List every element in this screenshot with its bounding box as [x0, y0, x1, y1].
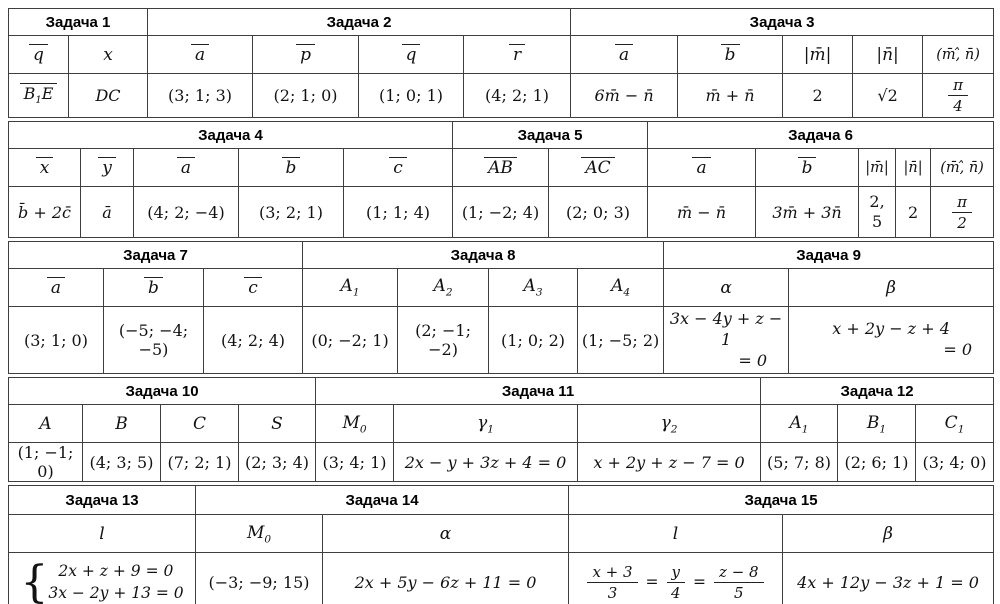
- task12-title: Задача 12: [761, 378, 994, 405]
- task15-value-l: [569, 553, 783, 604]
- task10-header-a: A: [9, 405, 83, 443]
- task11-header-gamma1: $\gamma_1$: [394, 405, 578, 443]
- task4-header-b: [239, 149, 344, 187]
- task5-value-ab: (1; −2; 4): [453, 187, 549, 238]
- task3-value-angle: [923, 74, 994, 118]
- vector-b-label: b: [798, 157, 817, 178]
- vector-a-label: a: [191, 44, 209, 65]
- vector-c-label: c: [389, 157, 407, 178]
- task4-header-c: [344, 149, 453, 187]
- equation-system: { 2x + z + 9 = 0 3x − 2y + 13 = 0: [20, 556, 184, 604]
- system-brace: {: [20, 556, 49, 604]
- task3-value-mod-n: √2: [853, 74, 923, 118]
- vector-a-label: a: [692, 157, 710, 178]
- task14-header-alpha: α: [323, 515, 569, 553]
- table-tasks-10-11-12: [8, 377, 994, 482]
- task6-value-mod-m: 2, 5: [859, 187, 896, 238]
- task12-header-b1: $B_1$: [838, 405, 916, 443]
- task15-value-beta: 4x + 12y − 3z + 1 = 0: [783, 553, 994, 604]
- vector-q-label: q: [402, 44, 421, 65]
- task8-value-a2: (2; −1; −2): [398, 307, 489, 374]
- task10-value-c: (7; 2; 1): [161, 443, 239, 482]
- task6-title: Задача 6: [648, 122, 994, 149]
- vector-b-label: b: [144, 277, 163, 298]
- task2-value-a: (3; 1; 3): [148, 74, 253, 118]
- vector-a-label: a: [177, 157, 195, 178]
- task9-value-beta: [789, 307, 994, 374]
- task4-value-y: ā: [81, 187, 134, 238]
- task12-value-a1: (5; 7; 8): [761, 443, 838, 482]
- vector-b1e-value: $B_1E$: [20, 83, 58, 107]
- task4-value-b: (3; 2; 1): [239, 187, 344, 238]
- fraction-pi-4: $\frac{\pi}{4}$: [948, 76, 968, 115]
- task5-value-ac: (2; 0; 3): [549, 187, 648, 238]
- task8-header-a1: $A_1$: [303, 269, 398, 307]
- task1-value-q: [9, 74, 69, 118]
- task1-header-q: [9, 36, 69, 74]
- table-tasks-4-5-6: [8, 121, 994, 238]
- task7-header-b: [104, 269, 204, 307]
- task15-title: Задача 15: [569, 486, 994, 515]
- task11-header-gamma2: $\gamma_2$: [578, 405, 761, 443]
- task6-header-mod-n: |n̄|: [896, 149, 931, 187]
- task3-value-mod-m: 2: [783, 74, 853, 118]
- task10-header-c: C: [161, 405, 239, 443]
- table-tasks-1-2-3: [8, 8, 994, 118]
- task7-value-a: (3; 1; 0): [9, 307, 104, 374]
- task5-header-ac: [549, 149, 648, 187]
- task1-header-x: x: [69, 36, 148, 74]
- task3-header-a: [571, 36, 678, 74]
- task8-header-a3: $A_3$: [489, 269, 578, 307]
- task4-header-x: [9, 149, 81, 187]
- task6-header-mod-m: |m̄|: [859, 149, 896, 187]
- task2-title: Задача 2: [148, 9, 571, 36]
- vector-a-label: a: [615, 44, 633, 65]
- task3-header-angle-mn: (m̄,̂ n̄): [923, 36, 994, 74]
- task5-header-ab: [453, 149, 549, 187]
- task4-value-c: (1; 1; 4): [344, 187, 453, 238]
- task14-header-m0: $M_0$: [196, 515, 323, 553]
- fraction-z: $\frac{z - 8}{5}$: [714, 563, 764, 602]
- task1-value-x: DC: [69, 74, 148, 118]
- task4-value-x: b̄ + 2c̄: [9, 187, 81, 238]
- task11-value-gamma2: x + 2y + z − 7 = 0: [578, 443, 761, 482]
- task12-value-c1: (3; 4; 0): [916, 443, 994, 482]
- task10-value-a: (1; −1; 0): [9, 443, 83, 482]
- task9-title: Задача 9: [664, 242, 994, 269]
- vector-a-label: a: [47, 277, 65, 298]
- task5-title: Задача 5: [453, 122, 648, 149]
- vector-r-label: r: [509, 44, 525, 65]
- task2-header-p: [253, 36, 359, 74]
- task10-value-b: (4; 3; 5): [83, 443, 161, 482]
- task6-value-b: 3m̄ + 3n̄: [756, 187, 859, 238]
- fraction-pi-2: $\frac{\pi}{2}$: [952, 193, 972, 232]
- task7-value-c: (4; 2; 4): [204, 307, 303, 374]
- task8-header-a2: $A_2$: [398, 269, 489, 307]
- table-tasks-7-8-9: [8, 241, 994, 374]
- task6-value-mod-n: 2: [896, 187, 931, 238]
- task4-header-a: [134, 149, 239, 187]
- vector-c-label: c: [244, 277, 262, 298]
- vector-b-label: b: [721, 44, 740, 65]
- task4-header-y: [81, 149, 134, 187]
- task3-header-mod-n: |n̄|: [853, 36, 923, 74]
- task10-value-s: (2; 3; 4): [239, 443, 316, 482]
- table-tasks-13-14-15: [8, 485, 994, 604]
- task15-header-l: l: [569, 515, 783, 553]
- vector-q-label: q: [29, 44, 48, 65]
- task8-header-a4: $A_4$: [578, 269, 664, 307]
- task2-header-a: [148, 36, 253, 74]
- task11-header-m0: $M_0$: [316, 405, 394, 443]
- canonical-line-equation: $\frac{x + 3}{3}$ = $\frac{y}{4}$ = $\frac{z - 8}{5}$: [569, 563, 782, 602]
- task10-header-s: S: [239, 405, 316, 443]
- task3-header-b: [678, 36, 783, 74]
- task8-value-a4: (1; −5; 2): [578, 307, 664, 374]
- task13-header-l: l: [9, 515, 196, 553]
- vector-x-label: x: [36, 157, 54, 178]
- task9-header-alpha: α: [664, 269, 789, 307]
- task3-value-a: 6m̄ − n̄: [571, 74, 678, 118]
- fraction-y: $\frac{y}{4}$: [667, 563, 685, 602]
- vector-ab-label: AB: [484, 157, 517, 178]
- task2-header-q: [359, 36, 464, 74]
- task6-value-a: m̄ − n̄: [648, 187, 756, 238]
- task4-value-a: (4; 2; −4): [134, 187, 239, 238]
- plane-equation: 3x − 4y + z − 1 = 0: [669, 309, 783, 370]
- task12-header-a1: $A_1$: [761, 405, 838, 443]
- task7-header-c: [204, 269, 303, 307]
- task9-header-beta: β: [789, 269, 994, 307]
- task8-title: Задача 8: [303, 242, 664, 269]
- task11-title: Задача 11: [316, 378, 761, 405]
- vector-b-label: b: [282, 157, 301, 178]
- task12-header-c1: $C_1$: [916, 405, 994, 443]
- task1-title: Задача 1: [9, 9, 148, 36]
- task4-title: Задача 4: [9, 122, 453, 149]
- task2-value-p: (2; 1; 0): [253, 74, 359, 118]
- task11-value-m0: (3; 4; 1): [316, 443, 394, 482]
- task2-header-r: [464, 36, 571, 74]
- task7-title: Задача 7: [9, 242, 303, 269]
- task15-header-beta: β: [783, 515, 994, 553]
- plane-equation: x + 2y − z + 4 = 0: [832, 319, 973, 360]
- task9-value-alpha: [664, 307, 789, 374]
- task7-header-a: [9, 269, 104, 307]
- vector-p-label: p: [296, 44, 315, 65]
- task6-value-angle: [931, 187, 994, 238]
- task6-header-a: [648, 149, 756, 187]
- task14-value-m0: (−3; −9; 15): [196, 553, 323, 604]
- task3-header-mod-m: |m̄|: [783, 36, 853, 74]
- task13-title: Задача 13: [9, 486, 196, 515]
- task6-header-angle-mn: (m̄,̂ n̄): [931, 149, 994, 187]
- task6-header-b: [756, 149, 859, 187]
- task10-header-b: B: [83, 405, 161, 443]
- vector-ac-label: AC: [581, 157, 614, 178]
- task11-value-gamma1: 2x − y + 3z + 4 = 0: [394, 443, 578, 482]
- task14-value-alpha: 2x + 5y − 6z + 11 = 0: [323, 553, 569, 604]
- task3-title: Задача 3: [571, 9, 994, 36]
- task7-value-b: (−5; −4; −5): [104, 307, 204, 374]
- fraction-x: $\frac{x + 3}{3}$: [587, 563, 637, 602]
- task8-value-a3: (1; 0; 2): [489, 307, 578, 374]
- task12-value-b1: (2; 6; 1): [838, 443, 916, 482]
- task14-title: Задача 14: [196, 486, 569, 515]
- task8-value-a1: (0; −2; 1): [303, 307, 398, 374]
- task10-title: Задача 10: [9, 378, 316, 405]
- task2-value-q: (1; 0; 1): [359, 74, 464, 118]
- vector-y-label: y: [98, 157, 116, 178]
- task2-value-r: (4; 2; 1): [464, 74, 571, 118]
- task3-value-b: m̄ + n̄: [678, 74, 783, 118]
- task13-value-l: [9, 553, 196, 604]
